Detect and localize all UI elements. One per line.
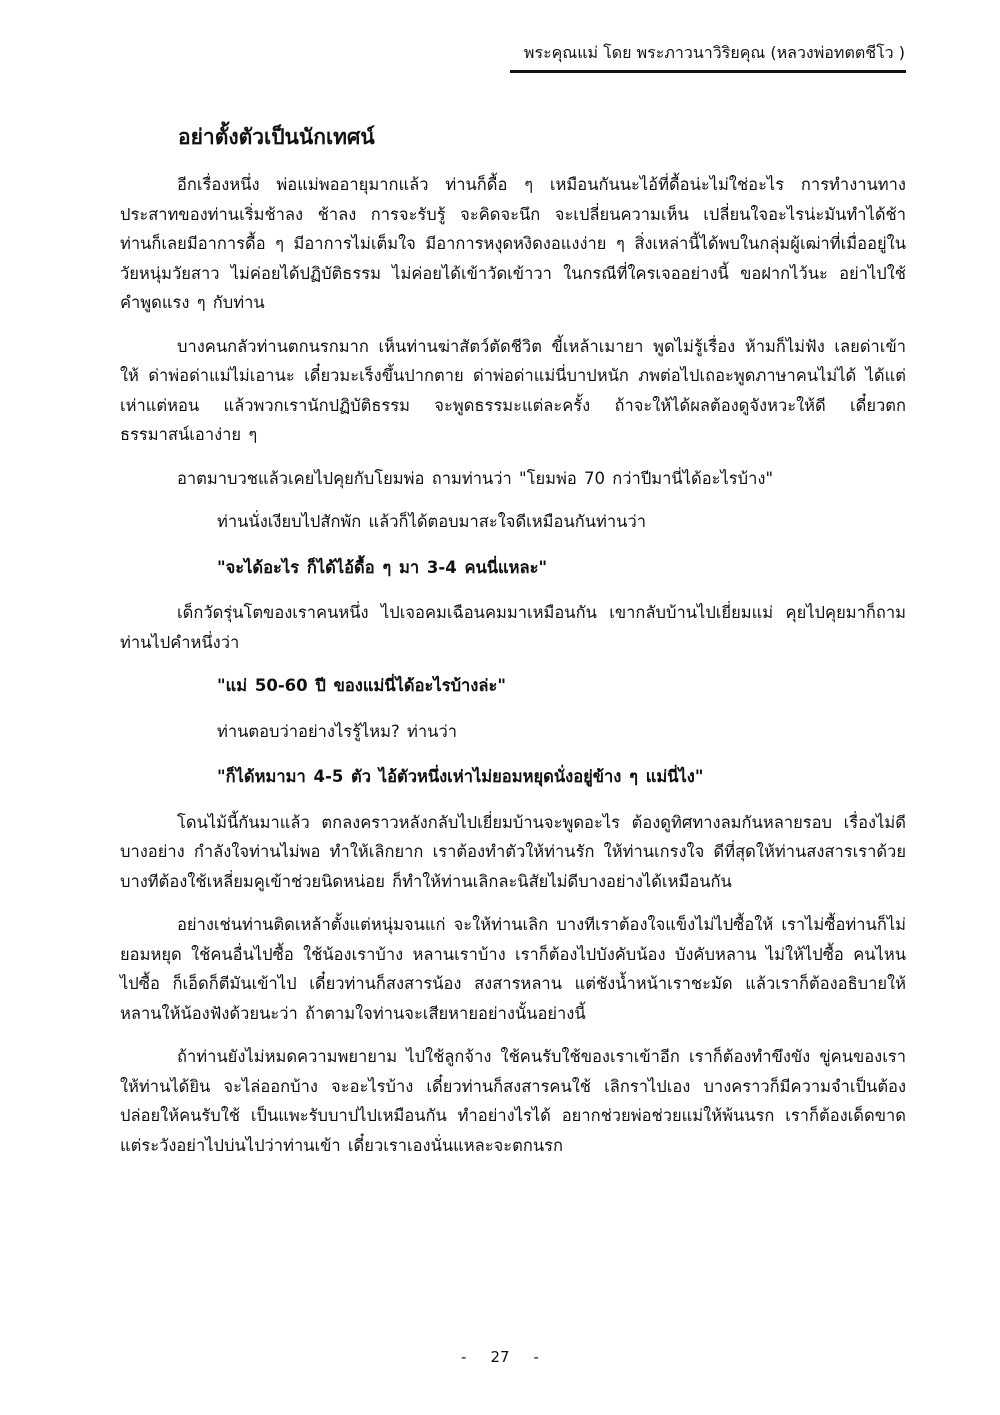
quote-line: "จะได้อะไร ก็ได้ไอ้ดื้อ ๆ มา 3-4 คนนี่แหละ" <box>217 557 548 577</box>
indented-line: ท่านนั่งเงียบไปสักพัก แล้วก็ได้ตอบมาสะใจดีเหมือนกันท่านว่า <box>217 512 646 531</box>
section-title: อย่าตั้งตัวเป็นนักเทศน์ <box>178 125 375 149</box>
page-number-value: 27 <box>490 1348 510 1366</box>
indented-line: ท่านตอบว่าอย่างไรรู้ไหม? ท่านว่า <box>217 721 457 741</box>
header-rule <box>510 70 906 73</box>
paragraph: เด็กวัดรุ่นโตของเราคนหนึ่ง ไปเจอคมเฉือนคมมาเหมือนกัน เขากลับบ้านไปเยี่ยมแม่ คุยไปคุยมาก็ถามท่านไปคำหนึ่งว่า <box>120 603 906 652</box>
quote-line: "แม่ 50-60 ปี ของแม่นี่ได้อะไรบ้างล่ะ" <box>217 676 506 695</box>
paragraph: โดนไม้นี้กันมาแล้ว ตกลงคราวหลังกลับไปเยี่ยมบ้านจะพูดอะไร ต้องดูทิศทางลมกันหลายรอบ เรื่องไม่ดีบางอย่าง กำลังใจท่านไม่พอ ทำให้เลิกยาก เราต้องทำตัวให้ท่านรัก ให้ท่านเกรงใจ ดีที่สุดให้ท่านสงสารเราด้วย บางทีต้องใช้เหลี่ยมคูเข้าช่วยนิดหน่อย ก็ทำให้ท่านเลิกละนิสัยไม่ดีบางอย่างได้เหมือนกัน <box>120 812 906 891</box>
running-header: พระคุณแม่ โดย พระภาวนาวิริยคุณ (หลวงพ่อทตตชีโว ) <box>523 43 905 62</box>
quote-line: "ก็ได้หมามา 4-5 ตัว ไอ้ตัวหนึ่งเห่าไม่ยอมหยุดนั่งอยู่ข้าง ๆ แม่นี่ไง" <box>217 767 704 786</box>
paragraph: อย่างเช่นท่านติดเหล้าตั้งแต่หนุ่มจนแก่ จะให้ท่านเลิก บางทีเราต้องใจแข็งไม่ไปซื้อให้ เราไม่ซื้อท่านก็ไม่ยอมหยุด ใช้คนอื่นไปซื้อ ใช้น้องเราบ้าง หลานเราบ้าง เราก็ต้องไปบังคับน้อง บังคับหลาน ไม่ให้ไปซื้อ คนไหนไปซื้อ ก็เอ็ดก็ตีมันเข้าไป เดี๋ยวท่านก็สงสารน้อง สงสารหลาน แต่ชังน้ำหน้าเราชะมัด แล้วเราก็ต้องอธิบายให้หลานให้น้องฟังด้วยนะว่า ถ้าตามใจท่านจะเสียหายอย่างนั้นอย่างนี้ <box>120 915 906 1023</box>
paragraph: บางคนกลัวท่านตกนรกมาก เห็นท่านฆ่าสัตว์ตัดชีวิต ขี้เหล้าเมายา พูดไม่รู้เรื่อง ห้ามก็ไม่ฟัง เลยด่าเข้าให้ ด่าพ่อด่าแม่ไม่เอานะ เดี๋ยวมะเร็งขึ้นปากตาย ด่าพ่อด่าแม่นี่บาปหนัก ภพต่อไปเถอะพูดภาษาคนไม่ได้ ได้แต่เห่าแต่หอน แล้วพวกเรานักปฏิบัติธรรม จะพูดธรรมะแต่ละครั้ง ถ้าจะให้ได้ผลต้องดูจังหวะให้ดี เดี๋ยวตกธรรมาสน์เอาง่าย ๆ <box>120 336 906 444</box>
paragraph: ถ้าท่านยังไม่หมดความพยายาม ไปใช้ลูกจ้าง ใช้คนรับใช้ของเราเข้าอีก เราก็ต้องทำขึงขัง ขู่คนของเราให้ท่านได้ยิน จะไล่ออกบ้าง จะอะไรบ้าง เดี๋ยวท่านก็สงสารคนใช้ เลิกราไปเอง บางคราวก็มีความจำเป็นต้องปล่อยให้คนรับใช้ เป็นแพะรับบาปไปเหมือนกัน ทำอย่างไรได้ อยากช่วยพ่อช่วยแม่ให้พ้นนรก เราก็ต้องเด็ดขาด แต่ระวังอย่าไปบ่นไปว่าท่านเข้า เดี๋ยวเราเองนั่นแหละจะตกนรก <box>120 1047 906 1155</box>
body-text <box>120 170 906 1174</box>
page-number <box>0 1347 1000 1367</box>
page-number-dash-right: - <box>533 1348 539 1366</box>
paragraph: อาตมาบวชแล้วเคยไปคุยกับโยมพ่อ ถามท่านว่า "โยมพ่อ 70 กว่าปีมานี่ได้อะไรบ้าง" <box>177 468 774 488</box>
paragraph: อีกเรื่องหนึ่ง พ่อแม่พออายุมากแล้ว ท่านก็ดื้อ ๆ เหมือนกันนะไอ้ที่ดื้อน่ะไม่ใช่อะไร การทำงานทางประสาทของท่านเริ่มช้าลง ช้าลง การจะรับรู้ จะคิดจะนึก จะเปลี่ยนความเห็น เปลี่ยนใจอะไรน่ะมันทำได้ช้า ท่านก็เลยมีอาการดื้อ ๆ มีอาการไม่เต็มใจ มีอาการหงุดหงิดงอแงง่าย ๆ สิ่งเหล่านี้ได้พบในกลุ่มผู้เฒ่าที่เมื่ออยู่ในวัยหนุ่มวัยสาว ไม่ค่อยได้ปฏิบัติธรรม ไม่ค่อยได้เข้าวัดเข้าวา ในกรณีที่ใครเจออย่างนี้ ขอฝากไว้นะ อย่าไปใช้คำพูดแรง ๆ กับท่าน <box>120 175 906 312</box>
page-number-dash-left: - <box>461 1348 467 1366</box>
